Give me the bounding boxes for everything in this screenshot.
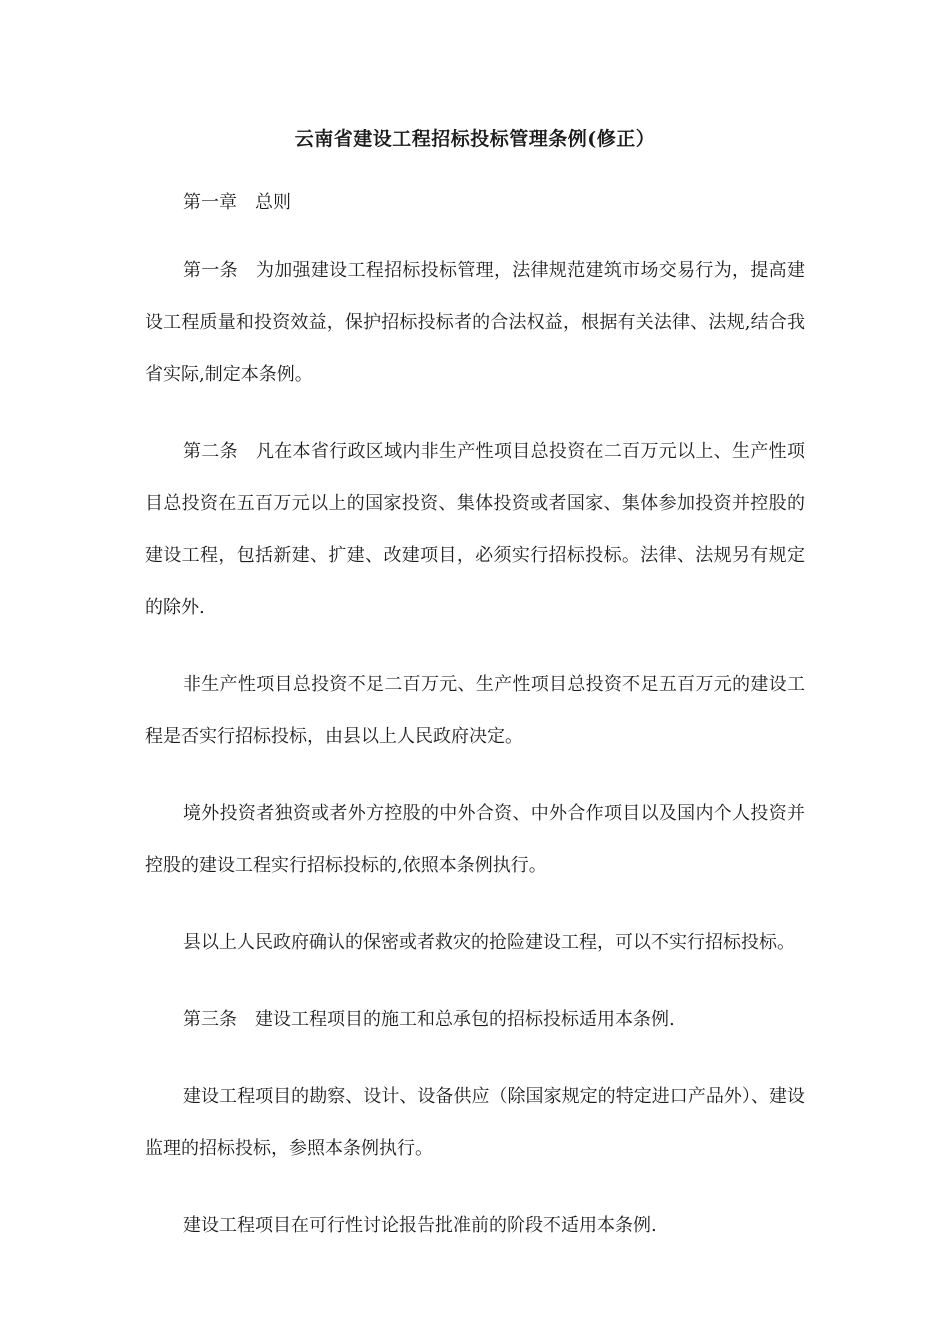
paragraph bbox=[145, 659, 805, 763]
article-label: 第二条 bbox=[183, 441, 238, 462]
article-text: 建设工程项目的施工和总承包的招标投标适用本条例. bbox=[255, 1009, 675, 1030]
document-title: 云南省建设工程招标投标管理条例(修正） bbox=[294, 128, 656, 150]
article-label: 第一条 bbox=[183, 260, 238, 281]
paragraph bbox=[145, 1200, 805, 1252]
paragraph bbox=[145, 1071, 805, 1175]
paragraph bbox=[145, 917, 805, 969]
chapter-label: 第一章 bbox=[183, 192, 237, 213]
article-text: 为加强建设工程招标投标管理，法律规范建筑市场交易行为，提高建设工程质量和投资效益，保护招标投标者的合法权益，根据有关法律、法规,结合我省实际,制定本条例。 bbox=[145, 260, 805, 385]
paragraph-text: 建设工程项目在可行性讨论报告批准前的阶段不适用本条例. bbox=[183, 1215, 657, 1236]
paragraph bbox=[145, 788, 805, 892]
paragraph-text: 非生产性项目总投资不足二百万元、生产性项目总投资不足五百万元的建设工程是否实行招标投标，由县以上人民政府决定。 bbox=[145, 674, 805, 747]
paragraph-article-2 bbox=[145, 426, 805, 634]
paragraph-text: 建设工程项目的勘察、设计、设备供应（除国家规定的特定进口产品外）、建设监理的招标投标，参照本条例执行。 bbox=[145, 1086, 805, 1159]
paragraph-article-1 bbox=[145, 245, 805, 401]
chapter-heading bbox=[145, 186, 805, 220]
chapter-name: 总则 bbox=[255, 192, 291, 213]
paragraph-article-3 bbox=[145, 994, 805, 1046]
paragraph-text: 县以上人民政府确认的保密或者救灾的抢险建设工程，可以不实行招标投标。 bbox=[183, 932, 795, 953]
document-body bbox=[145, 186, 805, 1277]
article-text: 凡在本省行政区域内非生产性项目总投资在二百万元以上、生产性项目总投资在五百万元以上的国家投资、集体投资或者国家、集体参加投资并控股的建设工程，包括新建、扩建、改建项目，必须实行招标投标。法律、法规另有规定的除外. bbox=[145, 441, 805, 618]
paragraph-text: 境外投资者独资或者外方控股的中外合资、中外合作项目以及国内个人投资并控股的建设工程实行招标投标的,依照本条例执行。 bbox=[145, 803, 805, 876]
article-label: 第三条 bbox=[183, 1009, 237, 1030]
